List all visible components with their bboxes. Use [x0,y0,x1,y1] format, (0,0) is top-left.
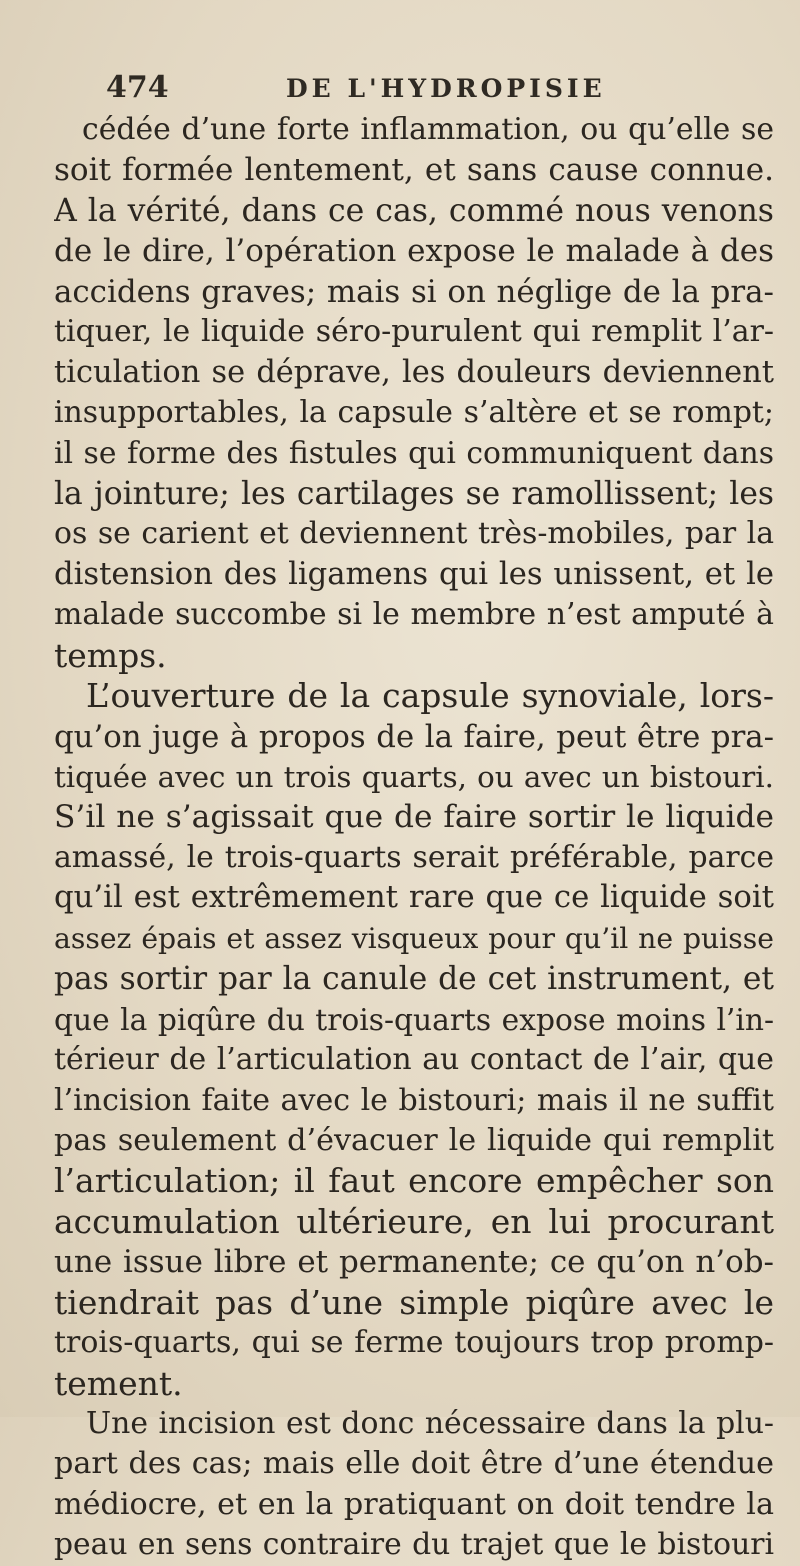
text-line: pas sortir par la canule de cet instrument, et [54,961,774,998]
text-line: insupportables, la capsule s’altère et se rompt; [54,395,774,431]
text-line: os se carient et deviennent très-mobiles, par la [54,516,774,552]
text-line: S’il ne s’agissait que de faire sortir le liquide [54,799,774,836]
text-line: médiocre, et en la pratiquant on doit tendre la [54,1486,774,1522]
text-line: malade succombe si le membre n’est amputé à [54,597,774,633]
text-line: une issue libre et permanente; ce qu’on n’ob- [54,1244,774,1281]
text-line: A la vérité, dans ce cas, commé nous venons [54,192,774,229]
text-line: Une incision est donc nécessaire dans la plu- [86,1406,774,1441]
text-line: pas seulement d’évacuer le liquide qui remplit [54,1122,774,1158]
text-line: accidens graves; mais si on néglige de la pra- [54,273,774,310]
text-line: L’ouverture de la capsule synoviale, lors- [86,676,774,716]
page-number: 474 [106,70,169,105]
text-line: qu’on juge à propos de la faire, peut être pra- [54,718,774,755]
text-line: l’incision faite avec le bistouri; mais il ne suffit [54,1082,774,1118]
text-line: ticulation se déprave, les douleurs deviennent [54,354,774,390]
text-line: accumulation ultérieure, en lui procurant [54,1201,774,1241]
running-head [106,70,666,110]
body-text [54,110,774,1566]
running-title: DE L'HYDROPISIE [286,74,606,103]
text-line: de le dire, l’opération expose le malade à des [54,233,774,270]
text-line: soit formée lentement, et sans cause connue. [54,152,774,189]
text-line: tiquée avec un trois quarts, ou avec un bistouri. [54,760,774,794]
text-line: la jointure; les cartilages se ramollissent; les [54,475,774,512]
text-line: part des cas; mais elle doit être d’une étendue [54,1446,774,1482]
text-line: tiendrait pas d’une simple piqûre avec le [54,1282,774,1322]
text-line: que la piqûre du trois-quarts expose moins l’in- [54,1001,774,1037]
text-line: distension des ligamens qui les unissent, et le [54,556,774,592]
text-line: il se forme des fistules qui communiquent dans [54,435,774,471]
text-line: térieur de l’articulation au contact de l’air, que [54,1042,774,1078]
text-line: temps. [54,635,167,675]
text-line: tement. [54,1363,183,1403]
text-line: qu’il est extrêmement rare que ce liquide soit [54,880,774,916]
text-line: l’articulation; il faut encore empêcher son [54,1161,774,1201]
text-line: amassé, le trois-quarts serait préférable, parce [54,839,774,875]
text-line: trois-quarts, qui se ferme toujours trop promp- [54,1325,774,1361]
text-line: assez épais et assez visqueux pour qu’il ne puisse [54,921,774,955]
text-line: peau en sens contraire du trajet que le bistouri [54,1527,774,1563]
text-line: cédée d’une forte inflammation, ou qu’elle se [82,112,774,147]
text-line: tiquer, le liquide séro-purulent qui remplit l’ar- [54,314,774,350]
